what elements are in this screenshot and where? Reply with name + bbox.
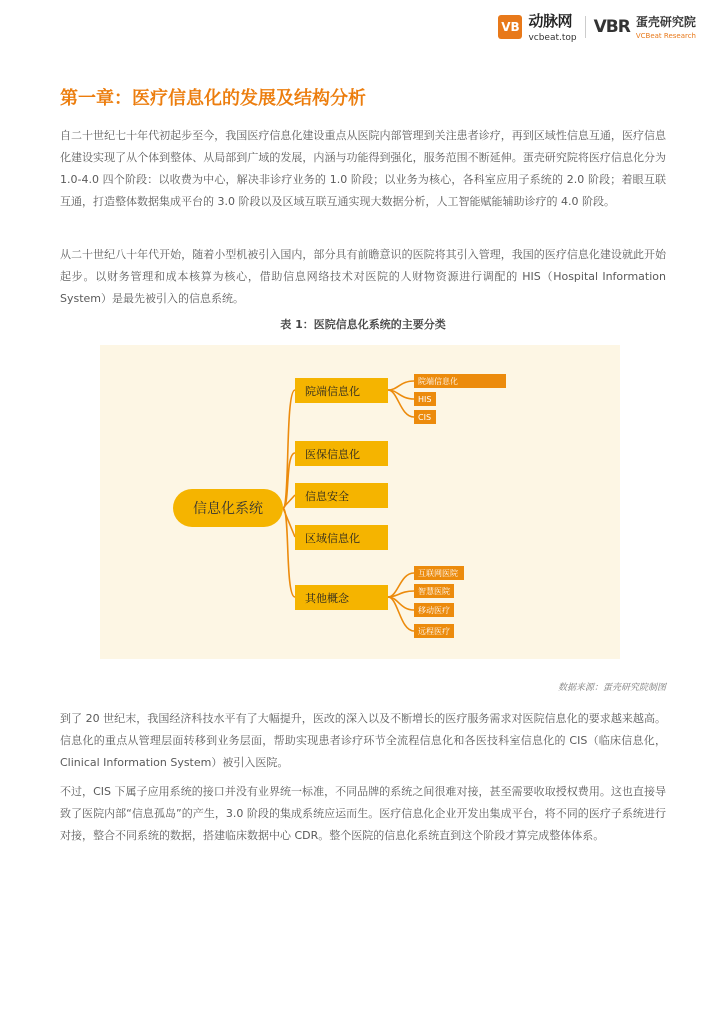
node-branch-insurance: 医保信息化: [295, 441, 388, 466]
vcbeat-logo-name: 动脉网: [528, 12, 572, 30]
chapter-title: 第一章：医疗信息化的发展及结构分析: [60, 88, 366, 109]
node-branch-regional: 区域信息化: [295, 525, 388, 550]
node-leaf-cis: CIS: [414, 410, 436, 424]
node-leaf-internet-hospital: 互联网医院: [414, 566, 464, 580]
node-branch-other: 其他概念: [295, 585, 388, 610]
node-branch-hospital: 院端信息化: [295, 378, 388, 403]
link-b0-c2: [388, 390, 414, 417]
link-b0-c0: [388, 381, 414, 390]
table-caption: 表 1：医院信息化系统的主要分类: [280, 318, 446, 331]
node-branch-security: 信息安全: [295, 483, 388, 508]
vbr-logo-name: 蛋壳研究院: [635, 15, 696, 29]
paragraph-cis: 到了 20 世纪末，我国经济科技水平有了大幅提升，医改的深入以及不断增长的医疗服务需求对医院信息化的要求越来越高。信息化的重点从管理层面转移到业务层面，帮助实现患者诊疗环节全流程信息化和各医技科室信息化的 CIS（临床信息化，Clinical Information System）被引入医院。: [60, 712, 666, 769]
node-leaf-mobile-health: 移动医疗: [414, 603, 454, 617]
node-leaf-hospital-info: 院端信息化: [414, 374, 506, 388]
paragraph-stages: 自二十世纪七十年代初起步至今，我国医疗信息化建设重点从医院内部管理到关注患者诊疗，再到区域性信息互通，医疗信息化建设实现了从个体到整体、从局部到广域的发展，内涵与功能得到强化，服务范围不断延伸。蛋壳研究院将医疗信息化分为 1.0-4.0 四个阶段：以收费为中心，解决非诊疗业务的 1.0 阶段；以业务为核心，各科室应用子系统的 2.0 阶段；着眼互联互通，打造整体数据集成平台的 3.0 阶段以及区域互联互通实现大数据分析，人工智能赋能辅助诊疗的 4.0 阶段。: [60, 129, 666, 208]
node-leaf-his: HIS: [414, 392, 436, 406]
link-b4-c3: [388, 597, 414, 631]
node-root: 信息化系统: [173, 489, 283, 527]
link-b4-c1: [388, 591, 414, 597]
vcbeat-logo-text: [528, 10, 576, 43]
node-leaf-smart-hospital: 智慧医院: [414, 584, 454, 598]
paragraph-integration: 不过，CIS 下属子应用系统的接口并没有业界统一标准，不同品牌的系统之间很难对接，甚至需要收取授权费用。这也直接导致了医院内部“信息孤岛”的产生，3.0 阶段的集成系统应运而生。医疗信息化企业开发出集成平台，将不同的医疗子系统进行对接，整合不同系统的数据，搭建临床数据中心 CDR。整个医院的信息化系统直到这个阶段才算完成整体体系。: [60, 785, 666, 842]
vbr-logo-icon: VBR: [593, 16, 630, 37]
paragraph-his: 从二十世纪八十年代开始，随着小型机被引入国内，部分具有前瞻意识的医院将其引入管理，我国的医疗信息化建设就此开始起步。以财务管理和成本核算为核心，借助信息网络技术对医院的人财物资源进行调配的 HIS（Hospital Information System）是最先被引入的信息系统。: [60, 248, 666, 305]
header-logos: [498, 10, 696, 43]
mind-map-diagram: [100, 345, 620, 659]
vcbeat-logo-url: vcbeat.top: [528, 33, 577, 43]
vbr-logo-text: [636, 13, 696, 40]
vcbeat-logo-icon: VB: [498, 15, 522, 39]
vbr-logo-sub: VCBeat Research: [635, 32, 696, 40]
logo-divider: [585, 16, 586, 38]
link-root-b0: [283, 390, 295, 508]
node-leaf-telemedicine: 远程医疗: [414, 624, 454, 638]
source-note: 数据来源：蛋壳研究院制图: [557, 683, 666, 693]
